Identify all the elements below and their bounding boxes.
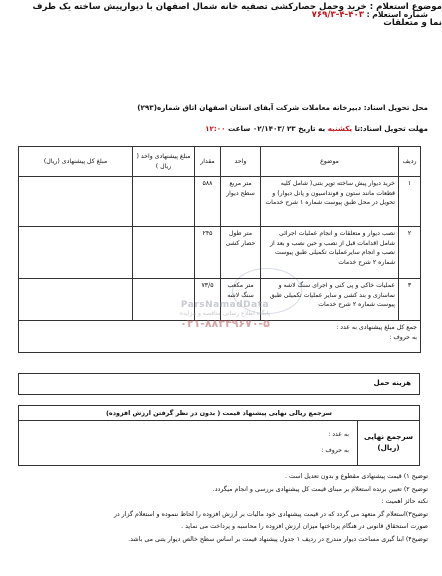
row-total-cell[interactable] — [19, 279, 133, 321]
watermark-phone: ۰۲۱-۸۸۳۴۹۶۷۰-۵ — [180, 317, 270, 330]
row-unit-price-cell[interactable] — [133, 177, 195, 227]
deadline-line — [205, 124, 428, 133]
col-description-header: موضوع — [261, 147, 399, 177]
note-item: توضیح۳)استعلام گر متعهد می گردد که در قیمت پیشنهادی خود مالیات بر ارزش افزوده را لحاظ ننموده و استعلام گزار در — [113, 510, 428, 518]
row-quantity: ۵۸۸ — [195, 177, 221, 227]
final-total-label-unit: (ریال) — [377, 443, 400, 452]
row-quantity: ۷۳/۵ — [195, 279, 221, 321]
watermark — [150, 300, 300, 330]
row-total-cell[interactable] — [19, 177, 133, 227]
row-number: ۱ — [399, 177, 421, 227]
final-total-digits-label: به عدد : — [328, 431, 349, 438]
table-row — [19, 227, 421, 279]
row-number: ۲ — [399, 227, 421, 279]
inquiry-subject: موضوع استعلام : خرید وحمل حصارکشی تصفیه خانه شمال اصفهان با دیوارپیش ساخته یک طرف نما و متعلقات — [32, 2, 442, 28]
sum-digits-label: جمع کل مبلغ پیشنهادی به عدد : — [336, 324, 417, 331]
note-item: نکته حائز اهمیت : — [381, 498, 428, 506]
row-unit-price-cell[interactable] — [133, 227, 195, 279]
row-description: عملیات خاکی و پی کنی و اجرای سنگ لاشه و نماسازی و بند کشی و سایر عملیات تکمیلی طبق پیوست شماره ۲ شرح خدمات — [261, 279, 399, 321]
deadline-time: ۱۲:۰۰ — [205, 124, 226, 133]
table-header-row — [19, 147, 421, 177]
deadline-prefix: مهلت تحویل اسناد:تا — [354, 124, 428, 133]
shipping-cost-label: هزینه حمل — [373, 379, 411, 387]
sum-words-label: به حروف : — [389, 333, 417, 341]
inquiry-number-line — [312, 10, 428, 20]
delivery-place: محل تحویل اسناد: دبیرخانه معاملات شرکت آبفای استان اصفهان اتاق شماره(۲۹۳) — [137, 103, 428, 112]
inquiry-number-value: ۴۰۳-۴-۷۶۹/۳ — [311, 10, 364, 20]
row-unit: متر طول حصار کشی — [221, 227, 261, 279]
row-quantity: ۲۴۵ — [195, 227, 221, 279]
col-unit-header: واحد — [221, 147, 261, 177]
note-item: توضیح۴) ابنا گیری مساحت دیوار مندرج در ردیف ۱ جدول پیشنهاد قیمت بر اساس سطح خالص دیوار بتنی می باشد. — [128, 535, 428, 543]
deadline-weekday: یکشنبه — [327, 124, 353, 133]
col-total-header: مبلغ کل پیشنهادی (ریال) — [19, 147, 133, 177]
final-total-title: سرجمع ریالی نهایی پیشنهاد قیمت ( بدون در نظر گرفتن ارزش افزوده) — [19, 406, 419, 421]
col-row-header: ردیف — [399, 147, 421, 177]
note-item: توضیح ۱) قیمت پیشنهادی مقطوع و بدون تعدیل است . — [285, 473, 428, 480]
row-unit: متر مربع سطح دیوار — [221, 177, 261, 227]
notes-section — [14, 471, 428, 547]
deadline-date: به تاریخ ۲۳ /۰۲/۱۴۰۳ ساعت — [228, 124, 326, 133]
watermark-tagline: پایگاه اطلاع رسانی مناقصه و مزایده — [179, 310, 271, 317]
final-total-fields[interactable] — [19, 421, 357, 465]
row-number: ۳ — [399, 279, 421, 321]
row-unit: متر مکعب سنگ لاشه — [221, 279, 261, 321]
final-total-words-label: به حروف : — [321, 447, 349, 455]
row-description: خرید دیوار پیش ساخته توپر بتنی( شامل کلیه قطعات مانند ستون و فونداسیون و پانل دیوار) و تحویل در محل طبق پیوست شماره ۱ شرح خدمات — [261, 177, 399, 227]
note-item: صورت استحقاق قانونی در هنگام پرداختها میزان ارزش افزوده را محاسبه و پرداخت می نماید . — [181, 523, 428, 531]
final-total-label — [357, 421, 419, 465]
watermark-brand: ParsNamadData — [180, 300, 270, 310]
final-total-label-main: سرجمع نهایی — [363, 432, 414, 442]
inquiry-number-label: شماره استعلام : — [366, 10, 428, 19]
col-unit-price-header: مبلغ پیشنهادی واحد ( ریال ) — [133, 147, 195, 177]
row-total-cell[interactable] — [19, 227, 133, 279]
row-description: نصب دیوار و متعلقات و انجام عملیات اجرائی شامل اقدامات قبل از نصب و حین نصب و بعد از نصب و انجام سایرعملیات تکمیلی طبق پیوست شماره ۲ شرح خدمات — [261, 227, 399, 279]
note-item: توضیح ۲) تعیین برنده استعلام بر مبنای قیمت کل پیشنهادی بررسی و انجام میگردد. — [212, 485, 428, 493]
shipping-cost-box[interactable] — [18, 373, 420, 395]
table-row — [19, 177, 421, 227]
final-total-table — [18, 405, 420, 466]
col-quantity-header: مقدار — [195, 147, 221, 177]
